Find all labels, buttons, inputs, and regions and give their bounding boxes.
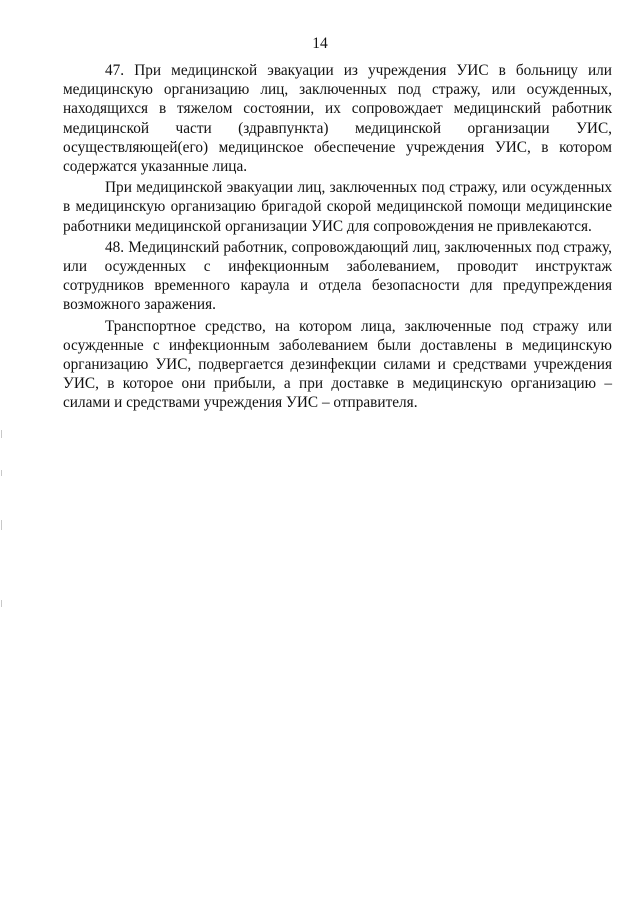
- page-number: 14: [312, 35, 328, 52]
- paragraph-47-continuation: При медицинской эвакуации лиц, заключенных под стражу, или осужденных в медицинскую организацию бригадой скорой медицинской помощи медицинские работники медицинской организации УИС для сопровождения не привлекаются.: [63, 179, 612, 235]
- paragraph-48-continuation: Транспортное средство, на котором лица, заключенные под стражу или осужденные с инфекционным заболеванием были доставлены в медицинскую организацию УИС, подвергается дезинфекции силами и средствами учреждения УИС, в которое они прибыли, а при доставке в медицинскую организацию – силами и средствами учреждения УИС – отправителя.: [63, 317, 612, 412]
- scan-edge-mark: [1, 600, 2, 607]
- paragraph-47: 47. При медицинской эвакуации из учреждения УИС в больницу или медицинскую организацию лиц, заключенных под стражу, или осужденных, находящихся в тяжелом состоянии, их сопровождает медицинский работник медицинской части (здравпункта) медицинской организации УИС, осуществляющей(его) медицинское обеспечение учреждения УИС, в котором содержатся указанные лица.: [63, 62, 612, 176]
- scan-edge-mark: [1, 520, 2, 530]
- document-body: [63, 61, 612, 413]
- scan-edge-mark: [1, 430, 2, 438]
- scan-edge-mark: [1, 470, 2, 476]
- paragraph-48: 48. Медицинский работник, сопровождающий лиц, заключенных под стражу, или осужденных с инфекционным заболеванием, проводит инструктаж сотрудников временного караула и отдела безопасности для предупреждения возможного заражения.: [63, 238, 612, 314]
